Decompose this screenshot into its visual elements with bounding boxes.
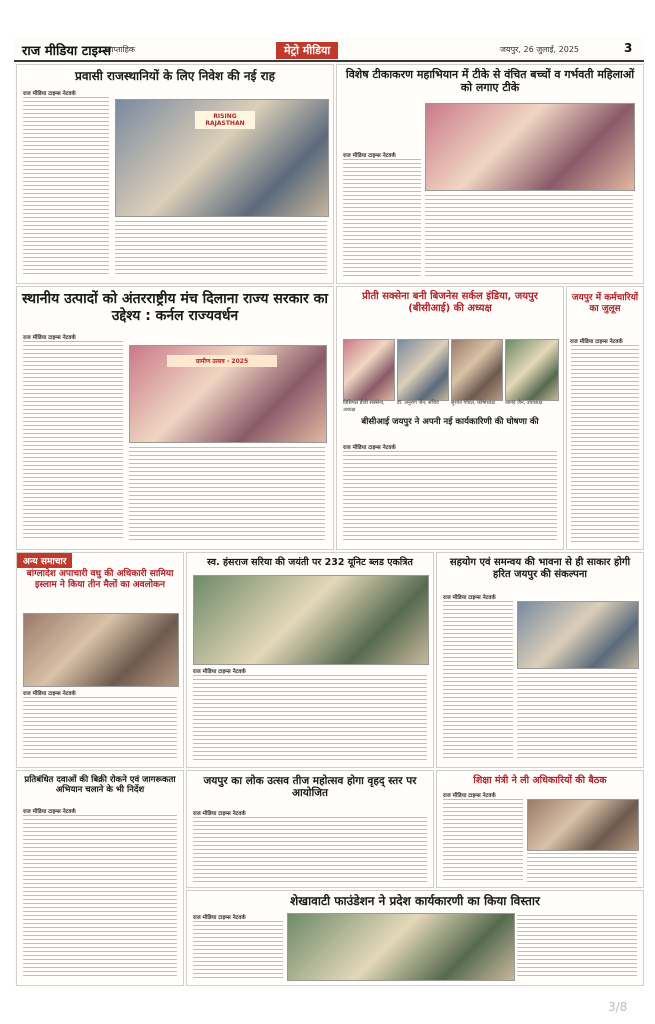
- newspaper-page: [14, 38, 644, 986]
- photo-banner: RISING RAJASTHAN: [195, 111, 255, 129]
- body-text-2: [115, 221, 327, 277]
- headline: प्रतिबंधित दवाओं की बिक्री रोकने एवं जागरूकता अभियान चलाने के भी निर्देश: [24, 775, 176, 796]
- photo-meeting: [517, 601, 639, 669]
- body-text: [343, 451, 557, 543]
- masthead: [14, 38, 644, 62]
- body-text-2: [527, 853, 637, 883]
- headline: जयपुर में कर्मचारियों का जुलूस: [571, 293, 639, 314]
- headline: प्रवासी राजस्थानियों के लिए निवेश की नई राह: [75, 69, 275, 83]
- byline: राज मीडिया टाइम्स नेटवर्क: [23, 91, 76, 97]
- headline: जयपुर का लोक उत्सव तीज महोत्सव होगा वृहद् स्तर पर आयोजित: [203, 775, 417, 800]
- section-label: मेट्रो मीडिया: [276, 42, 338, 59]
- photo-meeting: [527, 799, 639, 851]
- headline: शिक्षा मंत्री ने ली अधिकारियों की बैठक: [473, 775, 607, 786]
- body-text: [23, 97, 109, 277]
- issue-date: जयपुर, 26 जुलाई, 2025: [500, 45, 580, 54]
- byline: राज मीडिया टाइम्स नेटवर्क: [570, 339, 623, 345]
- headline: प्रीती सक्सेना बनी बिजनेस सर्कल इंडिया, जयपुर (बीसीआई) की अध्यक्ष: [362, 291, 538, 314]
- page-indicator: 3/8: [608, 1000, 628, 1014]
- byline: राज मीडिया टाइम्स नेटवर्क: [193, 811, 246, 817]
- caption-3: सुशांत गोयल, कोषाध्यक्ष: [451, 400, 495, 406]
- article-nri-investment: [16, 64, 334, 284]
- body-text: [193, 675, 427, 761]
- article-teej-festival: [186, 770, 434, 888]
- body-text-2: [425, 195, 633, 277]
- body-text: [571, 345, 639, 543]
- byline: राज मीडिया टाइम्स नेटवर्क: [23, 691, 76, 697]
- body-text-2: [129, 447, 325, 541]
- article-shekhawati-foundation: [186, 890, 644, 986]
- body-text: [23, 697, 177, 761]
- body-text: [193, 921, 283, 979]
- photo-visit: [23, 613, 179, 687]
- photo-group: [287, 913, 515, 981]
- photo-priti-saxena: [343, 339, 395, 401]
- photo-anurag-jain: [397, 339, 449, 401]
- body-text: [193, 817, 427, 883]
- edition-label: साप्ताहिक: [106, 45, 136, 54]
- byline: राज मीडिया टाइम्स नेटवर्क: [443, 595, 496, 601]
- article-blood-donation: [186, 552, 434, 768]
- paper-name: राज मीडिया टाइम्स: [22, 44, 112, 59]
- headline: बांग्लादेश अपाचारी वधु की अधिकारी सामिया इस्लाम ने किया तीन मैलों का अवलोकन: [26, 569, 174, 590]
- body-text: [343, 159, 421, 277]
- headline: स्थानीय उत्पादों को अंतरराष्ट्रीय मंच दिलाना राज्य सरकार का उद्देश्य : कर्नल राज्यवर्धन: [22, 291, 328, 324]
- headline: स्व. हंसराज सरिया की जयंती पर 232 यूनिट ब्लड एकत्रित: [207, 557, 413, 568]
- byline: राज मीडिया टाइम्स नेटवर्क: [23, 335, 76, 341]
- article-banned-drugs: [16, 770, 184, 986]
- body-text-2: [517, 673, 637, 761]
- article-green-jaipur: [436, 552, 644, 768]
- article-bangladesh-official: [16, 552, 184, 768]
- photo-anand-jain: [505, 339, 559, 401]
- body-text: [443, 799, 523, 883]
- body-text-2: [517, 915, 637, 979]
- article-bci-president: [336, 286, 564, 550]
- byline: राज मीडिया टाइम्स नेटवर्क: [23, 809, 76, 815]
- photo-blood-camp: [193, 575, 429, 665]
- photo-sushant-goyal: [451, 339, 503, 401]
- headline: शेखावाटी फाउंडेशन ने प्रदेश कार्यकारणी का किया विस्तार: [290, 894, 540, 908]
- body-text: [23, 341, 123, 541]
- subheadline: बीसीआई जयपुर ने अपनी नई कार्यकारिणी की घोषणा की: [361, 417, 539, 427]
- caption-4: आनंद जैन, उपाध्यक्ष: [505, 400, 543, 406]
- article-vaccination-drive: [336, 64, 644, 284]
- article-sidebar-protest: [566, 286, 644, 550]
- headline: विशेष टीकाकरण महाभियान में टीके से वंचित बच्चों व गर्भवती महिलाओं को लगाए टीके: [345, 68, 635, 94]
- section-other-news: अन्य समाचार: [17, 553, 72, 568]
- article-education-minister: [436, 770, 644, 888]
- article-local-products: [16, 286, 334, 550]
- body-text: [23, 815, 177, 979]
- page-number: 3: [624, 41, 633, 55]
- byline: राज मीडिया टाइम्स नेटवर्क: [193, 669, 246, 675]
- caption-1: प्रिंसिपल प्रीती सक्सेना, अध्यक्ष: [343, 400, 385, 413]
- byline: राज मीडिया टाइम्स नेटवर्क: [193, 915, 246, 921]
- body-text: [443, 601, 513, 761]
- caption-2: डॉ. अनुराग जैन, सचिव: [397, 400, 439, 406]
- photo-vaccination: [425, 103, 635, 191]
- headline: सहयोग एवं समन्वय की भावना से ही साकार होगी हरित जयपुर की संकल्पना: [449, 557, 631, 580]
- byline: राज मीडिया टाइम्स नेटवर्क: [343, 445, 396, 451]
- byline: राज मीडिया टाइम्स नेटवर्क: [443, 793, 496, 799]
- byline: राज मीडिया टाइम्स नेटवर्क: [343, 153, 396, 159]
- photo-banner: ग्रामीण उत्सव - 2025: [167, 355, 277, 367]
